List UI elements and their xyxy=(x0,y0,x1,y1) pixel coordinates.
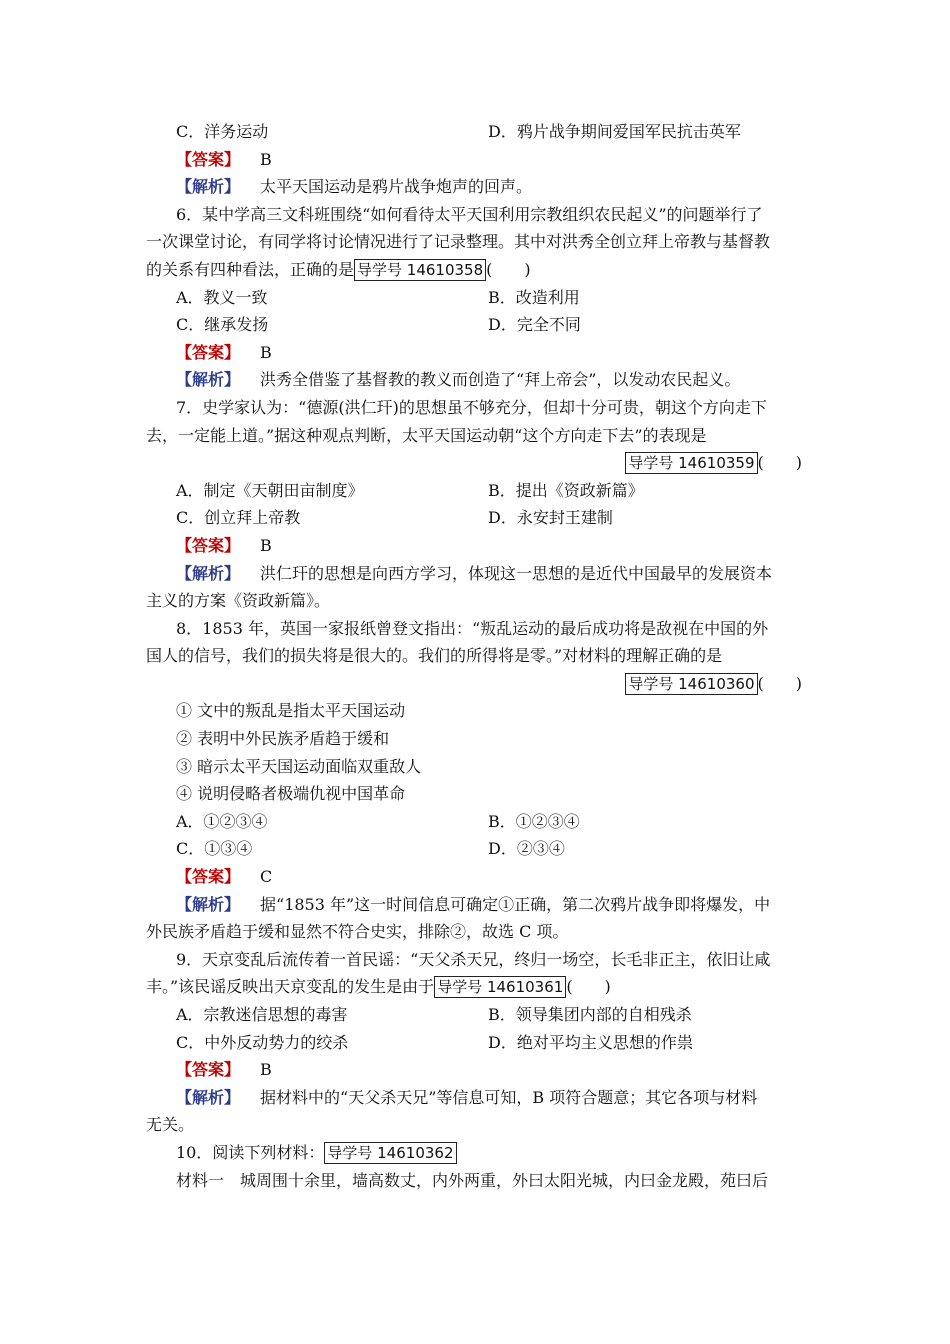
q7-analysis-line2: 主义的方案《资政新篇》。 xyxy=(146,591,331,611)
q9-option-c: C．中外反动势力的绞杀 xyxy=(176,1032,349,1052)
q10-stem-text: 10．阅读下列材料： xyxy=(176,1142,325,1162)
answer-paren: ( ) xyxy=(757,673,802,693)
q5-analysis-text: 太平天国运动是鸦片战争炮声的回声。 xyxy=(260,177,533,197)
q8-analysis-line2: 外民族矛盾趋于缓和显然不符合史实，排除②，故选 C 项。 xyxy=(146,922,569,942)
answer-paren: ( ) xyxy=(486,259,531,279)
q5-analysis xyxy=(146,173,810,201)
q6-options-row2 xyxy=(146,311,810,339)
q8-analysis-text1: 据“1853 年”这一时间信息可确定①正确，第二次鸦片战争即将爆发，中 xyxy=(260,894,771,914)
q8-guide-line xyxy=(146,670,810,698)
q9-option-b: B．领导集团内部的自相残杀 xyxy=(488,1005,692,1024)
q6-option-a: A．教义一致 xyxy=(176,287,268,307)
q7-analysis-line1 xyxy=(146,560,810,588)
q6-answer xyxy=(146,339,810,367)
answer-label: 【答案】 xyxy=(176,867,241,887)
answer-label: 【答案】 xyxy=(176,535,241,555)
q6-option-d: D．完全不同 xyxy=(488,315,581,335)
analysis-label: 【解析】 xyxy=(176,894,241,914)
answer-paren: ( ) xyxy=(566,977,611,997)
q7-option-b: B．提出《资政新篇》 xyxy=(488,480,644,500)
q7-answer-value: B xyxy=(260,535,272,555)
q6-options-row1 xyxy=(146,284,810,312)
q6-stem-line1: 6．某中学高三文科班围绕“如何看待太平天国利用宗教组织农民起义”的问题举行了 xyxy=(176,204,763,224)
q6-stem-line2: 一次课堂讨论，有同学将讨论情况进行了记录整理。其中对洪秀全创立拜上帝教与基督教 xyxy=(146,232,771,252)
q8-option-b: B．①②③④ xyxy=(488,811,580,831)
q7-stem-line2: 去，一定能上道。”据这种观点判断，太平天国运动朝“这个方向走下去”的表现是 xyxy=(146,425,707,445)
q6-stem-line3 xyxy=(146,256,810,284)
q8-answer xyxy=(146,863,810,891)
q8-stem-line2: 国人的信号，我们的损失将是很大的。我们的所得将是零。”对材料的理解正确的是 xyxy=(146,646,723,666)
q7-options-row2 xyxy=(146,504,810,532)
answer-label: 【答案】 xyxy=(176,1060,241,1080)
q8-option-a: A．①②③④ xyxy=(176,811,268,831)
q9-analysis-text1: 据材料中的“天父杀天兄”等信息可知，B 项符合题意；其它各项与材料 xyxy=(260,1087,758,1107)
q10-guide-number[interactable]: 导学号 14610362 xyxy=(324,1142,456,1164)
q8-statement-3: ③ 暗示太平天国运动面临双重敌人 xyxy=(176,756,422,776)
q7-guide-line xyxy=(146,449,810,477)
q8-option-d: D．②③④ xyxy=(488,839,565,859)
q9-stem-line1: 9．天京变乱后流传着一首民谣：“天父杀天兄，终归一场空，长毛非正主，依旧让咸 xyxy=(176,949,771,969)
q6-option-c: C．继承发扬 xyxy=(176,315,269,335)
q5-option-d: D．鸦片战争期间爱国军民抗击英军 xyxy=(488,122,741,141)
q10-stem-line1 xyxy=(146,1139,810,1167)
q6-analysis xyxy=(146,366,810,394)
q7-option-d: D．永安封王建制 xyxy=(488,508,613,528)
q9-analysis-line1 xyxy=(146,1084,810,1112)
q8-statement-4: ④ 说明侵略者极端仇视中国革命 xyxy=(176,784,406,804)
q8-statement-1: ① 文中的叛乱是指太平天国运动 xyxy=(176,701,406,721)
q9-analysis-line2: 无关。 xyxy=(146,1115,195,1135)
q6-stem-text: 的关系有四种看法，正确的是 xyxy=(146,259,355,279)
answer-paren: ( ) xyxy=(757,453,802,473)
q8-answer-value: C xyxy=(260,867,273,887)
q9-options-row2 xyxy=(146,1029,810,1057)
q8-statement-2: ② 表明中外民族矛盾趋于缓和 xyxy=(176,729,390,749)
q9-guide-number[interactable]: 导学号 14610361 xyxy=(434,976,566,998)
q5-answer-value: B xyxy=(260,149,272,169)
answer-label: 【答案】 xyxy=(176,342,241,362)
q9-option-d: D．绝对平均主义思想的作祟 xyxy=(488,1032,693,1052)
q9-answer xyxy=(146,1056,810,1084)
q8-stem-line1: 8．1853 年，英国一家报纸曾登文指出：“叛乱运动的最后成功将是敌视在中国的外 xyxy=(176,618,769,638)
q7-analysis-text1: 洪仁玕的思想是向西方学习，体现这一思想的是近代中国最早的发展资本 xyxy=(260,563,773,583)
q5-answer xyxy=(146,146,810,174)
q7-answer xyxy=(146,532,810,560)
q8-guide-number[interactable]: 导学号 14610360 xyxy=(625,673,757,695)
analysis-label: 【解析】 xyxy=(176,1087,241,1107)
q5-options xyxy=(146,118,810,146)
analysis-label: 【解析】 xyxy=(176,177,241,197)
q7-stem-line1: 7．史学家认为：“德源(洪仁玕)的思想虽不够充分，但却十分可贵，朝这个方向走下 xyxy=(176,397,767,417)
q9-option-a: A．宗教迷信思想的毒害 xyxy=(176,1005,348,1024)
q9-stem-line2 xyxy=(146,973,810,1001)
q7-guide-number[interactable]: 导学号 14610359 xyxy=(625,452,757,474)
q8-option-c: C．①③④ xyxy=(176,839,253,859)
q9-stem-text: 丰。”该民谣反映出天京变乱的发生是由于 xyxy=(146,977,435,997)
q8-options-row2 xyxy=(146,835,810,863)
q6-answer-value: B xyxy=(260,342,272,362)
q6-option-b: B．改造利用 xyxy=(488,287,580,307)
analysis-label: 【解析】 xyxy=(176,563,241,583)
q6-analysis-text: 洪秀全借鉴了基督教的教义而创造了“拜上帝会”，以发动农民起义。 xyxy=(260,370,741,390)
q8-analysis-line1 xyxy=(146,891,810,919)
q7-options-row1 xyxy=(146,477,810,505)
answer-label: 【答案】 xyxy=(176,149,241,169)
document-page xyxy=(146,118,810,1194)
q9-answer-value: B xyxy=(260,1060,272,1080)
q9-options-row1 xyxy=(146,1001,810,1029)
q7-option-a: A．制定《天朝田亩制度》 xyxy=(176,480,364,500)
q10-material1: 材料一 城周围十余里，墙高数丈，内外两重，外曰太阳光城，内曰金龙殿，苑曰后 xyxy=(176,1170,769,1190)
q5-option-c: C．洋务运动 xyxy=(176,122,269,141)
q6-guide-number[interactable]: 导学号 14610358 xyxy=(354,259,486,281)
analysis-label: 【解析】 xyxy=(176,370,241,390)
q7-option-c: C．创立拜上帝教 xyxy=(176,508,301,528)
q8-options-row1 xyxy=(146,808,810,836)
